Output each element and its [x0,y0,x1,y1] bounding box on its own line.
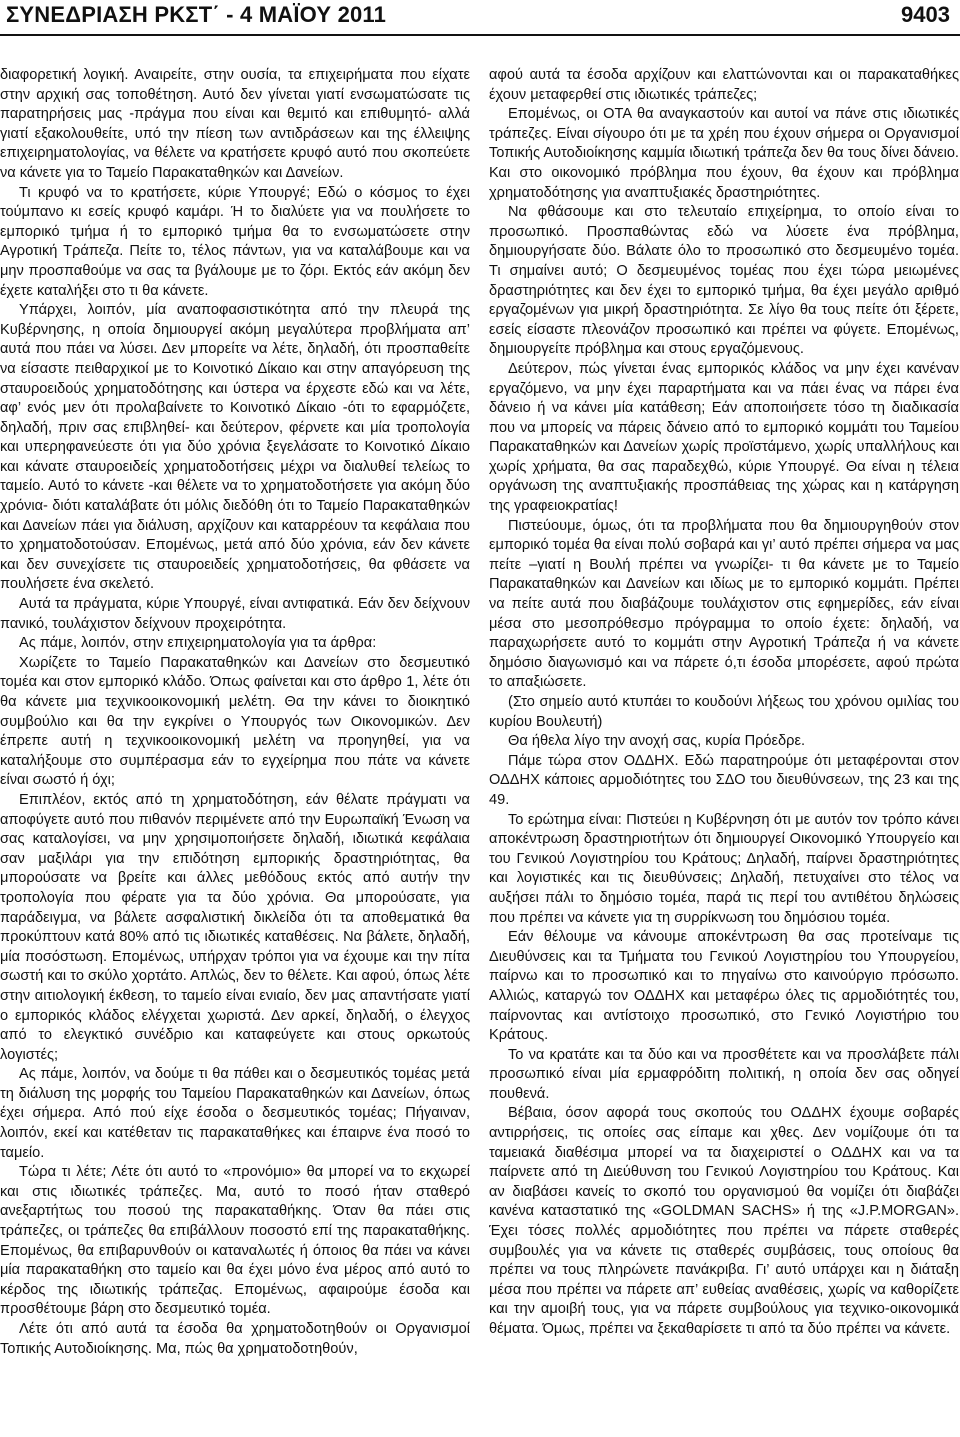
paragraph: Χωρίζετε το Ταμείο Παρακαταθηκών και Δανείων στο δεσμευτικό τομέα και στον εμπορικό κλάδο. Όπως φαίνεται και στο άρθρο 1, λέτε ότι θα κάνετε μια τεχνικοοικονομική μελέτη. Θα την κάνει το διοικητικό συμβούλιο και θα την εγκρίνει ο Υπουργός των Οικονομικών. Δεν έπρεπε αυτή η τεχνικοοικονομική μελέτη να προηγηθεί, για να καταλήξουμε στο συμπέρασμα εάν το εγχείρημα που πάτε να κάνετε είναι σωστό ή όχι; [0,654,470,789]
paragraph: Τώρα τι λέτε; Λέτε ότι αυτό το «προνόμιο» θα μπορεί να το εκχωρεί και στις ιδιωτικές τράπεζες. Μα, αυτό το ποσό ήταν σταθερό ανεξαρτήτως του ποσού της παρακαταθήκης. Όταν θα πάει στις τράπεζες, οι τράπεζες θα επιβάλλουν ποσοστό επί της παρακαταθήκης. Επομένως, θα επιβαρυνθούν οι καταναλωτές ή όποιος θα πάει να κάνει μία παρακαταθήκη στο ταμείο και θα έχει μόνο ένα μέρος από αυτό το κέρδος της ιδιωτικής τράπεζας. Επομένως, αφαιρούμε έσοδα και προσθέτουμε βάρη στο δεσμευτικό τομέα. [0,1164,470,1318]
paragraph: Εάν θέλουμε να κάνουμε αποκέντρωση θα σας προτείναμε τις Διευθύνσεις και τα Τμήματα του Γενικού Λογιστηρίου του Υπουργείου, παίρνω και το προσωπικό και το πηγαίνω στο καινούργιο πρόσωπο. Αλλιώς, καταργώ τον ΟΔΔΗΧ και μεταφέρω όλες τις αρμοδιότητές του, παίρνοντας και αντίστοιχο προσωπικό, στο Γενικό Λογιστήριο του Κράτους. [489,929,959,1044]
page-number: 9403 [901,2,950,27]
paragraph: Να φθάσουμε και στο τελευταίο επιχείρημα, το οποίο είναι το προσωπικό. Προσπαθώντας εδώ να λύσετε ένα πρόβλημα, δημιουργήσατε δύο. Βάλατε όλο το προσωπικό στο δεσμευμένο τομέα. Τι σημαίνει αυτό; Ο δεσμευμένος τομέας που έχει τώρα μειωμένες δραστηριότητες και δεν έχει το εμπορικό τμήμα, θα έχει μεγάλο αριθμό εργαζομένων για μικρή δραστηριότητα. Σε λίγο θα τους πείτε ότι ξέρετε, εσείς είσαστε πλεονάζον προσωπικό και πρέπει να φύγετε. Επομένως, δημιουργείτε πρόβλημα και στους εργαζόμενους. [489,204,959,358]
right-column [489,66,959,1434]
paragraph: Λέτε ότι από αυτά τα έσοδα θα χρηματοδοτηθούν οι Οργανισμοί Τοπικής Αυτοδιοίκησης. Μα, πώς θα χρηματοδοτηθούν, [0,1321,470,1357]
paragraph: Θα ήθελα λίγο την ανοχή σας, κυρία Πρόεδρε. [508,733,806,750]
paragraph: Αυτά τα πράγματα, κύριε Υπουργέ, είναι αντιφατικά. Εάν δεν δείχνουν πανικό, τουλάχιστον δείχνουν προχειρότητα. [0,596,470,632]
paragraph: διαφορετική λογική. Αναιρείτε, στην ουσία, τα επιχειρήματα που είχατε στην αρχική σας τοποθέτηση. Αυτό δεν γίνεται γιατί ενσωματώσατε τις παρατηρήσεις μας -πράγμα που είναι και θεμιτό και επιθυμητό- αλλά γιατί εξακολουθείτε, υπό την πίεση των αντιδράσεων και της έλλειψης επιχειρηματολογίας, να θέλετε να κρατήσετε κρυφό αυτό που σκοπεύετε να κάνετε για το Ταμείο Παρακαταθηκών και Δανείων. [0,67,470,181]
paragraph: Το να κρατάτε και τα δύο και να προσθέτετε και να προσλάβετε πάλι προσωπικό είναι μία ερμαφρόδιτη πολιτική, η οποία δεν σας οδηγεί πουθενά. [489,1046,959,1102]
page-header [0,0,960,40]
header-divider [0,34,960,36]
paragraph: Επιπλέον, εκτός από τη χρηματοδότηση, εάν θέλατε πράγματι να αποφύγετε αυτό που πιθανόν περιμένετε από την Ευρωπαϊκή Ένωση να σας καταλογίσει, να μην χρησιμοποιήσετε δηλαδή, ιδιωτικά κεφάλαια σαν μαξιλάρι για την επιδότηση εμπορικής δραστηριότητας, θα μπορούσατε να βρείτε και άλλες μεθόδους εκτός από αυτήν την τροπολογία που φέρατε για τα δύο χρόνια. Θα μπορούσατε, για παράδειγμα, να βάλετε ασφαλιστική δικλείδα ότι τα αποθεματικά θα προκύπτουν κατά 80% από τις ιδιωτικές καταθέσεις. Να βάλετε, δηλαδή, μία ποσόστωση. Επομένως, υπήρχαν τρόποι για να έχουμε και την πίτα σωστή και το σκύλο χορτάτο. Απλώς, δεν το θέλετε. Και αφού, όπως λέτε στην αιτιολογική έκθεση, το ταμείο είναι ενιαίο, δεν μας απαντήσατε γιατί ο εμπορικός κλάδος ελέγχεται χωριστά. Δεν αρκεί, δηλαδή, ο έλεγχος από το ελεγκτικό συνέδριο και καταφεύγετε και στους ορκωτούς λογιστές; [0,791,470,1063]
paragraph: Επομένως, οι ΟΤΑ θα αναγκαστούν και αυτοί να πάνε στις ιδιωτικές τράπεζες. Είναι σίγουρο ότι με τα χρέη που έχουν σήμερα οι Οργανισμοί Τοπικής Αυτοδιοίκησης καμμία ιδιωτική τράπεζα δεν θα τους δίνει δάνειο. Και στο οικονομικό πρόβλημα που έχουν, θα έχουν και πρόβλημα χρηματοδότησης για αναπτυξιακές δραστηριότητες. [489,106,959,201]
paragraph: Βέβαια, όσον αφορά τους σκοπούς του ΟΔΔΗΧ έχουμε σοβαρές αντιρρήσεις, τις οποίες σας είπαμε και χθες. Δεν νομίζουμε ότι τα ταμειακά διαθέσιμα μπορεί να τα διαχειριστεί ο ΟΔΔΗΧ και να τα παίρνετε από τη Διεύθυνση του Γενικού Λογιστηρίου του Κράτους. Και αν διαβάσει κανείς το σκοπό του οργανισμού θα νομίζει ότι διαβάζει κανένα καταστατικό της «GOLDMAN SACHS» ή της «J.P.MORGAN». Έχει τόσες πολλές αρμοδιότητες που πρέπει να πάρετε σταθερές συμβουλές για να κάνετε τις σταθερές συμβάσεις, τους οποίους θα πρέπει να τους πληρώνετε πανάκριβα. Γι’ αυτό υπάρχει και η διάταξη μέσα που πρέπει να πάρετε απ’ ευθείας αναθέσεις, χωρίς να καθορίζετε και την αμοιβή τους, για να πάρετε συμβούλους για τεχνικο-οικονομικά θέματα. Όμως, πρέπει να ξεκαθαρίσετε τι από τα δύο πρέπει να κάνετε. [489,1105,959,1337]
left-column [0,66,470,1434]
paragraph: Πιστεύουμε, όμως, ότι τα προβλήματα που θα δημιουργηθούν στον εμπορικό τομέα θα είναι πολύ σοβαρά και γι’ αυτό πρέπει σήμερα να μας πείτε –γιατί η Βουλή πρέπει να γνωρίζει- τι θα κάνετε με το Ταμείο Παρακαταθηκών και Δανείων και ιδίως με το εμπορικό κομμάτι. Πρέπει να πείτε αυτά που διαβάζουμε τουλάχιστον στις εφημερίδες, εάν είναι μέσα στο μεσοπρόθεσμο πρόγραμμα το οποίο έχετε: δηλαδή, να παραχωρήσετε αυτό το κομμάτι στην Αγροτική Τράπεζα ή να κάνετε δημόσιο διαγωνισμό και να πάρετε ό,τι έσοδα μπορέσετε, αφού πρώτα το απαξιώσετε. [489,517,959,691]
paragraph: Υπάρχει, λοιπόν, μία αναποφασιστικότητα από την πλευρά της Κυβέρνησης, η οποία δημιουργεί ακόμη μεγαλύτερα προβλήματα απ’ αυτά που πάει να λύσει. Δεν μπορείτε να λέτε, δηλαδή, ότι προσπαθείτε να είσαστε πειθαρχικοί με το Κοινοτικό Δίκαιο και στην απαγόρευση της σταυροειδούς χρηματοδότησης και ύστερα να έρχεστε εδώ και να λέτε, αφ’ ενός μεν ότι προλαβαίνετε το Κοινοτικό Δίκαιο -ότι το εφαρμόζετε, δηλαδή, πριν σας επιβληθεί- και δεύτερον, φέρνετε και μία τροπολογία και υπερηφανεύεστε ότι για δύο χρόνια ξεγελάσατε το Κοινοτικό Δίκαιο και κάνατε σταυροειδείς χρηματοδοτήσεις μέχρι να διαλυθεί τελείως το ταμείο. Αυτό το κάνετε -και θέλετε να το χρηματοδοτήσετε για ακόμη δύο χρόνια- διότι καταλάβατε ότι μόλις διεδόθη ότι το Ταμείο Παρακαταθηκών και Δανείων πάει για διάλυση, αρχίζουν και καταρρέουν τα κεφάλαια που το χρηματοδοτούσαν. Επομένως, μετά από δύο χρόνια, εάν δεν κάνετε και δεν συνεχίσετε τις σταυροειδείς χρηματοδοτήσεις, θα φθάσετε να πουλήσετε ένα σκελετό. [0,302,470,593]
paragraph: Ας πάμε, λοιπόν, να δούμε τι θα πάθει και ο δεσμευτικός τομέας μετά τη διάλυση της μορφής του Ταμείου Παρακαταθηκών και Δανείων, όπως έχει σήμερα. Από πού είχε έσοδα ο δεσμευτικός τομέας; Πήγαιναν, λοιπόν, εκεί και κατέθεταν τις παρακαταθήκες και έπαιρνε ένα ποσό το ταμείο. [0,1066,470,1161]
paragraph: αφού αυτά τα έσοδα αρχίζουν και ελαττώνονται και οι παρακαταθήκες έχουν μεταφερθεί στις ιδιωτικές τράπεζες; [489,67,959,103]
session-title: ΣΥΝΕΔΡΙΑΣΗ ΡΚΣΤ΄ - 4 ΜΑΪΟΥ 2011 [6,2,387,27]
paragraph: Ας πάμε, λοιπόν, στην επιχειρηματολογία για τα άρθρα: [19,635,377,652]
paragraph: Δεύτερον, πώς γίνεται ένας εμπορικός κλάδος να μην έχει κανέναν εργαζόμενο, να μην έχει παραρτήματα και να πάει ένας να πάρει ένα δάνειο ή να κάνει μία κατάθεση; Εάν αποποιήσετε τόσο τη διαδικασία που να μπορείς να πάρεις δάνειο από το εμπορικό κομμάτι του Ταμείου Παρακαταθηκών και Δανείων χωρίς προϊστάμενο, χωρίς υπαλλήλους και χωρίς χρήματα, θα σας παραδεχθώ, κύριε Υπουργέ. Θα είναι η τέλεια οργάνωση της αναπτυξιακής προσπάθειας της χώρας και η κατάργηση της γραφειοκρατίας! [489,360,959,515]
paragraph: Το ερώτημα είναι: Πιστεύει η Κυβέρνηση ότι με αυτόν τον τρόπο κάνει αποκέντρωση δραστηριοτήτων ότι δημιουργεί Οικονομικό Υπουργείο και του Γενικού Λογιστηρίου του Κράτους; Δηλαδή, παίρνει δραστηριότητες και λογιστικές και τις διευθύνσεις; Δηλαδή, πετυχαίνει στο τέλος να αυξήσει πάλι το δημόσιο τομέα, παρά τις περί του αντιθέτου δηλώσεις που πρέπει να κάνετε για τη συρρίκνωση του δημόσιου τομέα. [489,811,959,926]
paragraph: Τι κρυφό να το κρατήσετε, κύριε Υπουργέ; Εδώ ο κόσμος το έχει τούμπανο κι εσείς κρυφό καμάρι. Ή το διαλύετε για να πουλήσετε το εμπορικό τμήμα ή το εμπορικό τμήμα θα το ενσωματώσετε στην Αγροτική Τράπεζα. Πείτε το, τέλος πάντων, για να καταλάβουμε και να μην προσπαθούμε να σας τα βγάλουμε με το ζόρι. Εκτός εάν ακόμη δεν έχετε καταλήξει στο τι θα κάνετε. [0,184,470,299]
paragraph: Πάμε τώρα στον ΟΔΔΗΧ. Εδώ παρατηρούμε ότι μεταφέρονται στον ΟΔΔΗΧ κάποιες αρμοδιότητες του ΣΔΟ του διευθύνσεων, της 23 και της 49. [489,752,959,808]
paragraph: (Στο σημείο αυτό κτυπάει το κουδούνι λήξεως του χρόνου ομιλίας του κυρίου Βουλευτή) [489,694,959,730]
